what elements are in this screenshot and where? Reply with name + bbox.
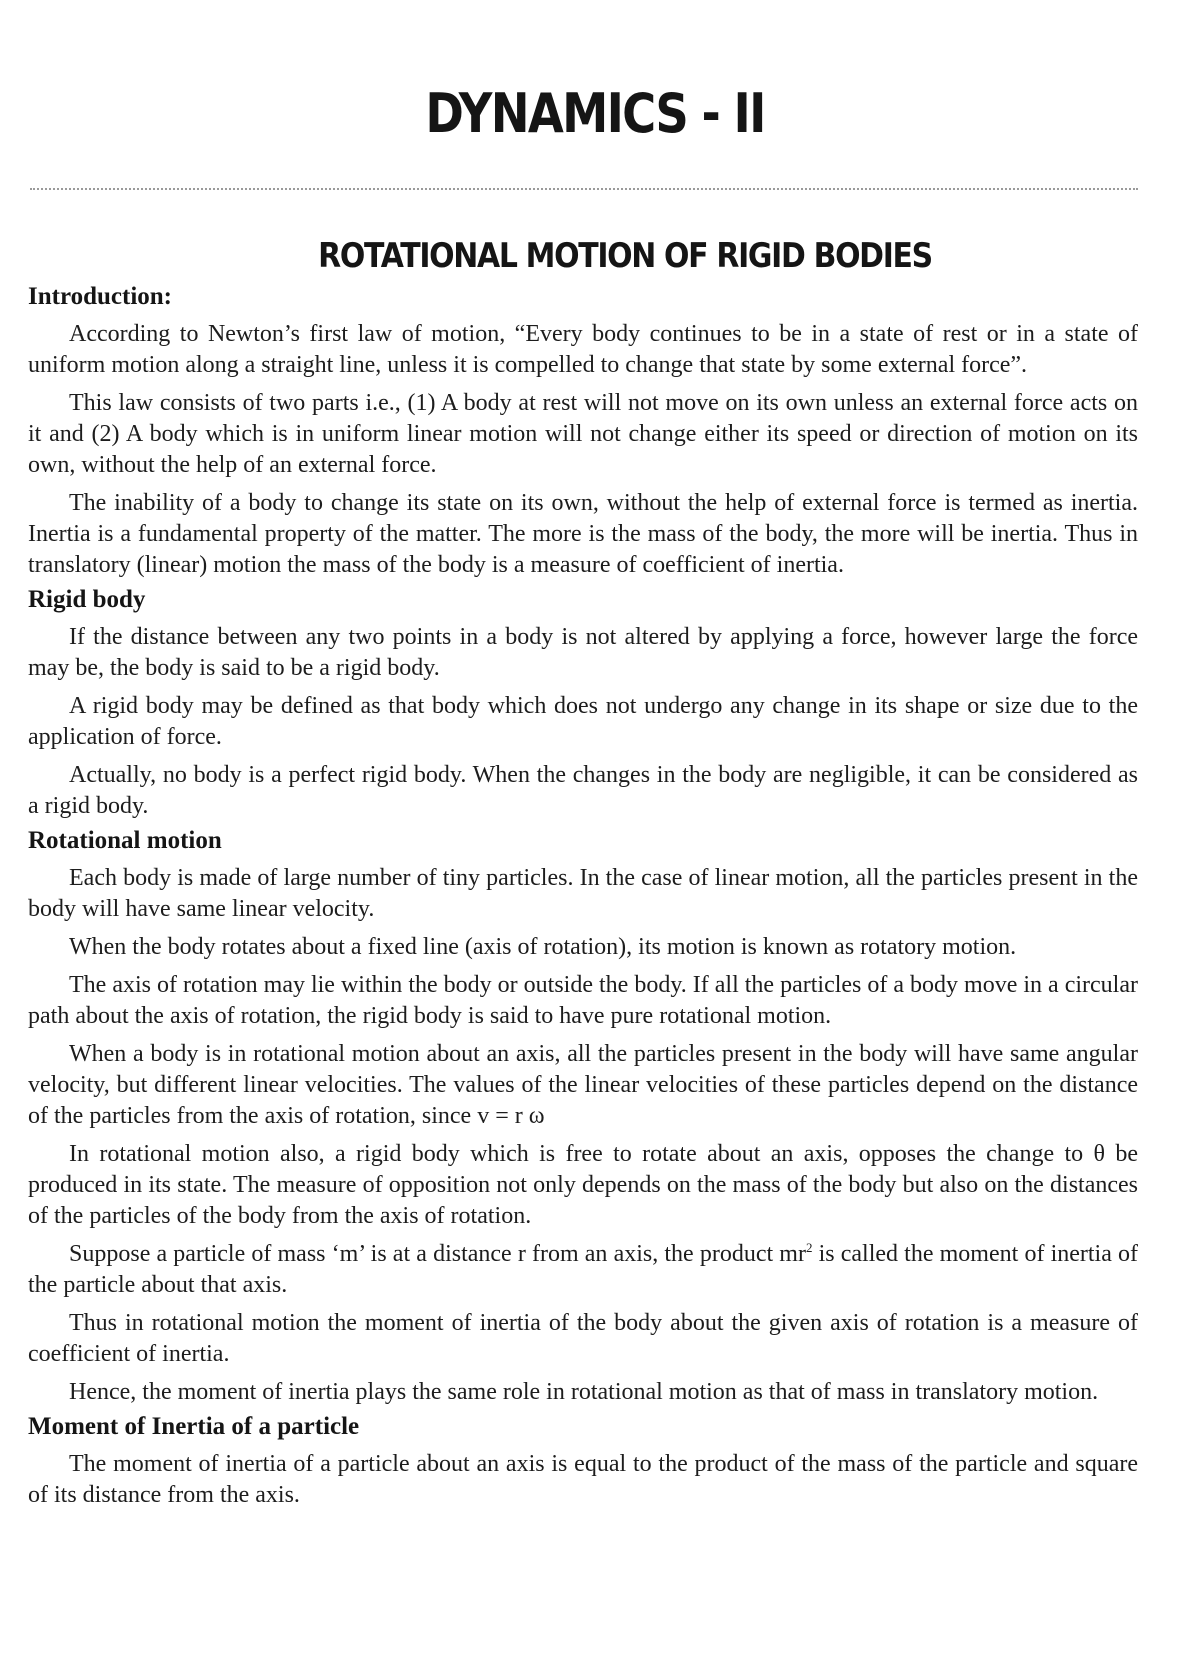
paragraph: Actually, no body is a perfect rigid body. When the changes in the body are negligible, it can be considered as a rigid body. bbox=[28, 762, 1138, 819]
paragraph-text: is called the moment of inertia of the particle about that axis. bbox=[28, 1241, 1139, 1298]
paragraph: When a body is in rotational motion about an axis, all the particles present in the body will have same angular velocity, but different linear velocities. The values of the linear velocities of these particles depend on the distance of the particles from the axis of rotation, since v = r ω bbox=[28, 1041, 1138, 1129]
paragraph: A rigid body may be defined as that body which does not undergo any change in its shape or size due to the application of force. bbox=[28, 693, 1138, 750]
paragraph: In rotational motion also, a rigid body which is free to rotate about an axis, opposes the change to θ be produced in its state. The measure of opposition not only depends on the mass of the body but also on the distances of the particles of the body from the axis of rotation. bbox=[28, 1141, 1138, 1229]
paragraph-text: Suppose a particle of mass ‘m’ is at a distance r from an axis, the product mr bbox=[69, 1241, 806, 1267]
paragraph: This law consists of two parts i.e., (1) A body at rest will not move on its own unless an external force acts on it and (2) A body which is in uniform linear motion will not change either its speed or direction of motion on its own, without the help of an external force. bbox=[28, 390, 1138, 478]
paragraph: The inability of a body to change its state on its own, without the help of external force is termed as inertia. Inertia is a fundamental property of the matter. The more is the mass of the body, the more will be inertia. Thus in translatory (linear) motion the mass of the body is a measure of coefficient of inertia. bbox=[28, 490, 1138, 578]
heading-moment-of-inertia: Moment of Inertia of a particle bbox=[28, 1413, 360, 1440]
paragraph bbox=[28, 1239, 1138, 1301]
heading-rigid-body: Rigid body bbox=[28, 586, 146, 613]
document-body bbox=[28, 278, 1138, 1511]
paragraph: Thus in rotational motion the moment of inertia of the body about the given axis of rotation is a measure of coefficient of inertia. bbox=[28, 1310, 1138, 1367]
chapter-title: DYNAMICS - II bbox=[425, 82, 765, 145]
heading-introduction: Introduction: bbox=[28, 283, 173, 310]
paragraph: When the body rotates about a fixed line (axis of rotation), its motion is known as rotatory motion. bbox=[69, 934, 1017, 960]
superscript: 2 bbox=[805, 1240, 813, 1255]
paragraph: Each body is made of large number of tiny particles. In the case of linear motion, all the particles present in the body will have same linear velocity. bbox=[28, 865, 1138, 922]
heading-rotational-motion: Rotational motion bbox=[28, 827, 222, 854]
paragraph: The moment of inertia of a particle about an axis is equal to the product of the mass of the particle and square of its distance from the axis. bbox=[28, 1451, 1138, 1508]
paragraph: The axis of rotation may lie within the body or outside the body. If all the particles of a body move in a circular path about the axis of rotation, the rigid body is said to have pure rotational motion. bbox=[28, 972, 1138, 1029]
paragraph: If the distance between any two points in a body is not altered by applying a force, however large the force may be, the body is said to be a rigid body. bbox=[28, 624, 1138, 681]
paragraph: According to Newton’s first law of motion, “Every body continues to be in a state of rest or in a state of uniform motion along a straight line, unless it is compelled to change that state by some external force”. bbox=[28, 321, 1138, 378]
divider bbox=[30, 188, 1138, 190]
paragraph: Hence, the moment of inertia plays the same role in rotational motion as that of mass in translatory motion. bbox=[69, 1379, 1099, 1405]
section-title: ROTATIONAL MOTION OF RIGID BODIES bbox=[318, 236, 932, 276]
